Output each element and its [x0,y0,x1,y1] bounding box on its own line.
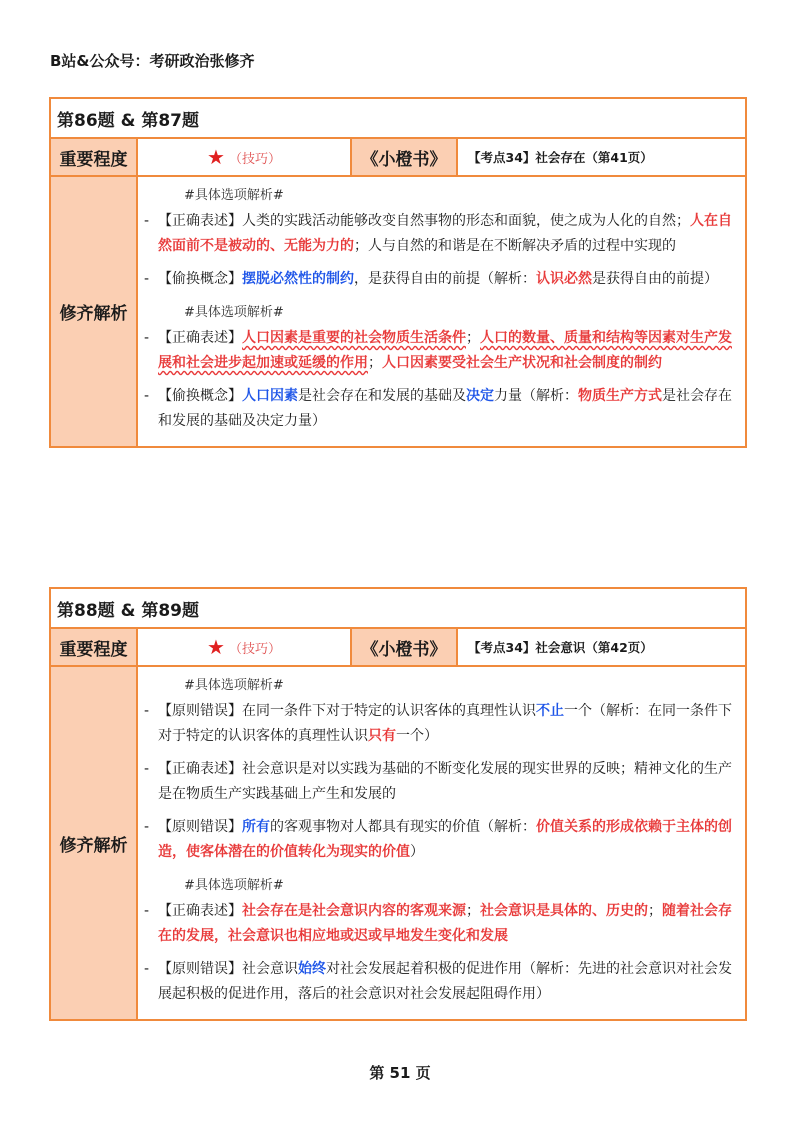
highlight-text: 人口的数量、质量和结构等因素对生产发展和社会进步起加速或延缓的作用 [158,330,732,371]
highlight-text: 人在自然面前不是被动的、无能为力的 [158,213,732,254]
book-title: 《小橙书》 [352,139,458,175]
analysis-item [144,209,741,259]
plain-text: 【原则错误】 [158,819,242,835]
plain-text: 【偷换概念】 [158,388,242,404]
card-title: 第88题 & 第89题 [51,589,745,629]
item-text [158,957,741,1007]
highlight-text: 物质生产方式 [578,388,662,404]
meta-row [51,629,745,667]
highlight-text: 人口因素要受社会生产状况和社会制度的制约 [382,355,662,371]
exam-point: 【考点34】社会存在（第41页） [468,150,653,165]
card-title: 第86题 & 第87题 [51,99,745,139]
plain-text: 力量（解析： [494,388,578,404]
highlight-text: 社会意识是具体的、历史的 [480,903,648,919]
analysis-item [144,899,741,949]
bullet-dash: - [144,903,150,919]
plain-text: 是社会存在和发展的基础及 [298,388,466,404]
analysis-content [138,177,745,446]
star-icon: ★ [207,145,225,169]
bullet-dash: - [144,388,150,404]
highlight-text: 随着社会存在的发展，社会意识也相应地或迟或早地发生变化和发展 [158,903,732,944]
rating-text: （技巧） [228,151,281,167]
book-title: 《小橙书》 [352,629,458,665]
plain-text: ，是获得自由的前提（解析： [354,271,536,287]
item-text [158,267,741,292]
highlight-text: 社会存在是社会意识内容的客观来源 [242,903,466,919]
plain-text: 是获得自由的前提） [592,271,718,287]
analysis-row [51,667,745,1019]
bullet-dash: - [144,761,150,777]
section-heading: #具体选项解析# [184,305,284,320]
highlight-text: 所有 [242,819,270,835]
plain-text: 【正确表述】 [158,330,242,346]
item-text [158,384,741,434]
analysis-content [138,667,745,1019]
star-icon: ★ [207,635,225,659]
question-card-86-87 [49,97,747,448]
highlight-text: 摆脱必然性的制约 [242,271,354,287]
analysis-item [144,267,741,292]
highlight-text: 人口因素是重要的社会物质生活条件 [242,330,466,346]
importance-label: 重要程度 [51,139,138,175]
plain-text: ； [466,330,480,346]
highlight-text: 认识必然 [536,271,592,287]
analysis-item [144,699,741,749]
section-heading: #具体选项解析# [184,678,284,693]
bullet-dash: - [144,703,150,719]
highlight-text: 只有 [368,728,396,744]
bullet-dash: - [144,819,150,835]
bullet-dash: - [144,213,150,229]
analysis-label: 修齐解析 [51,177,138,446]
highlight-text: 不止 [536,703,564,719]
highlight-text: 价值关系的形成依赖于主体的创造，使客体潜在的价值转化为现实的价值 [158,819,732,860]
plain-text: 一个（解析：在同一条件下对于特定的认识客体的真理性认识 [158,703,732,744]
item-text [158,815,741,865]
plain-text: 是社会存在和发展的基础及决定力量） [158,388,732,429]
importance-label: 重要程度 [51,629,138,665]
exam-point: 【考点34】社会意识（第42页） [468,640,653,655]
importance-rating [138,629,352,665]
bullet-dash: - [144,330,150,346]
analysis-item [144,384,741,434]
highlight-text: 始终 [298,961,326,977]
plain-text: 对社会发展起着积极的促进作用（解析：先进的社会意识对社会发展起积极的促进作用，落后的社会意识对社会发展起阻碍作用） [158,961,732,1002]
analysis-item [144,957,741,1007]
meta-row [51,139,745,177]
analysis-item [144,326,741,376]
analysis-label: 修齐解析 [51,667,138,1019]
question-card-88-89 [49,587,747,1021]
bullet-dash: - [144,271,150,287]
page-number: 第 51 页 [369,1064,431,1082]
item-text [158,699,741,749]
plain-text: 的客观事物对人都具有现实的价值（解析： [270,819,536,835]
section-heading: #具体选项解析# [184,878,284,893]
analysis-item [144,815,741,865]
page-header: B站&公众号：考研政治张修齐 [50,52,255,70]
section-heading: #具体选项解析# [184,188,284,203]
item-text [158,757,741,807]
plain-text: 【正确表述】 [158,903,242,919]
item-text [158,326,741,376]
plain-text: ； [466,903,480,919]
plain-text: 一个） [396,728,438,744]
plain-text: 【正确表述】社会意识是对以实践为基础的不断变化发展的现实世界的反映；精神文化的生产是在物质生产实践基础上产生和发展的 [158,761,732,802]
analysis-row [51,177,745,446]
plain-text: ） [410,844,424,860]
analysis-item [144,757,741,807]
item-text [158,899,741,949]
bullet-dash: - [144,961,150,977]
highlight-text: 人口因素 [242,388,298,404]
plain-text: ； [368,355,382,371]
plain-text: 【偷换概念】 [158,271,242,287]
item-text [158,209,741,259]
plain-text: 【原则错误】社会意识 [158,961,298,977]
plain-text: ；人与自然的和谐是在不断解决矛盾的过程中实现的 [354,238,676,254]
plain-text: 【原则错误】在同一条件下对于特定的认识客体的真理性认识 [158,703,536,719]
plain-text: ； [648,903,662,919]
plain-text: 【正确表述】人类的实践活动能够改变自然事物的形态和面貌，使之成为人化的自然； [158,213,690,229]
highlight-text: 决定 [466,388,494,404]
importance-rating [138,139,352,175]
rating-text: （技巧） [228,641,281,657]
